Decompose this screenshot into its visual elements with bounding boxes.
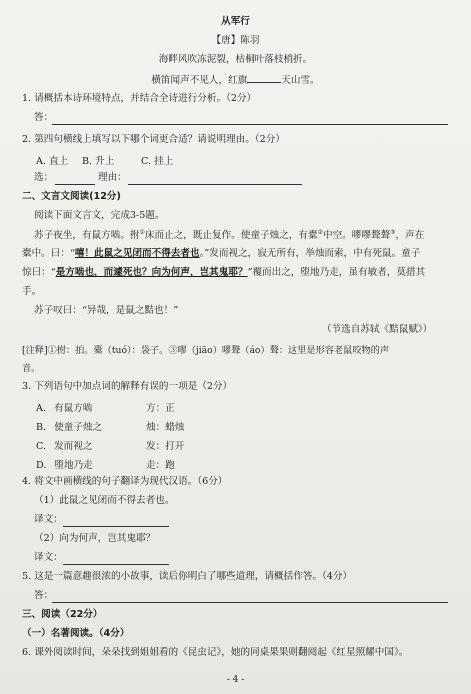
passage-line-3 [22,267,425,279]
question-3-option-c[interactable] [36,438,92,452]
question-3-gloss-a: 方：正 [146,403,175,414]
passage-note-2: 音。 [22,363,41,374]
passage-note-1: [注释]①拊：拍。橐（tuó）：袋子。③嘐（jiāo）嘐聱（áo）聱：这里是形容老鼠咬物的声 [22,345,390,356]
question-2: 2. 第四句横线上填写以下哪个词更合适？请说明理由。（2分） [22,134,285,145]
poem-author: 【唐】陈羽 [211,35,260,46]
question-2-option-b[interactable]: B. 升上 [82,156,115,167]
passage-text: 橐中。曰：“ [22,248,75,259]
question-1-answer-line[interactable] [52,124,448,125]
question-3-option-d[interactable] [36,457,93,471]
question-2-reason-label: 理由： [98,172,127,183]
passage-text: 床而止之，既止复作。使童子烛之，有橐 [144,230,318,242]
question-5-answer-label: 答： [34,590,54,601]
passage-text: 。”发而视之，寂无所有，举烛而索，中有死鼠。童子 [199,248,421,259]
passage-text: 中空。嘐嘐聱聱 [323,230,391,242]
question-4-translation-2-label: 译文： [34,552,63,563]
question-3-gloss-d: 走：跑 [146,460,175,471]
passage-text: 苏子夜坐，有鼠方啮。拊 [34,230,140,242]
passage-line-2 [22,248,420,260]
passage-line-1: 苏子夜坐，有鼠方啮。拊①床而止之，既止复作。使童子烛之，有橐②中空。嘐嘐聱聱③，声在 [34,229,425,242]
option-letter: C. [36,441,47,452]
poem-line-2-b: 天山雪。 [281,75,320,86]
passage-line-4: 手。 [22,286,42,297]
question-3-gloss-c: 发：打开 [146,441,185,452]
question-1-answer-label: 答： [34,112,54,123]
poem-line-2-a: 横笛闻声不见人，红旗 [151,75,248,86]
question-4-sentence-2: （2）向为何声，岂其鬼耶？ [34,533,156,544]
option-letter: D. [36,460,47,471]
question-3-option-a[interactable] [36,400,92,414]
passage-text: 惊曰：“ [22,267,56,278]
poem-fill-blank[interactable] [247,73,281,83]
section-2-intro: 阅读下面文言文，完成3-5题。 [34,210,165,221]
poem-line-2 [0,73,471,87]
poem-title: 从军行 [221,16,250,27]
question-2-option-a[interactable]: A. 直上 [36,156,69,167]
question-2-reason-line[interactable] [128,184,302,185]
option-phrase: 有鼠方啮 [53,403,93,414]
question-2-select-label: 选： [34,172,54,183]
passage-text: ”覆而出之，堕地乃走，虽有敏者，莫措其 [247,267,426,278]
question-4-translation-2-line[interactable] [63,564,169,565]
underlined-sentence-1: 嘻！此鼠之见闭而不得去者也 [74,248,200,259]
underlined-sentence-2: 是方啮也，而遽死也？向为何声，岂其鬼耶？ [55,267,248,278]
option-phrase: 发而视之 [54,441,93,452]
option-letter: A. [36,403,46,414]
question-5: 5. 这是一篇意趣很浓的小故事，读后你明白了哪些道理，请概括作答。（4分） [22,571,353,582]
option-letter: B. [36,422,47,433]
question-3: 3. 下列语句中加点词的解释有误的一项是（2分） [22,381,233,392]
section-3-subheading: （一）名著阅读。（4分） [22,628,130,639]
passage-text: ，声在 [395,230,425,242]
option-phrase: 使童子烛之 [54,422,103,433]
passage-source: （节选自苏轼《黠鼠赋》） [322,324,433,335]
question-1: 1. 请概括本诗环境特点，并结合全诗进行分析。（2分） [22,93,257,104]
option-phrase: 堕地乃走 [54,460,93,471]
question-4: 4. 将文中画横线的句子翻译为现代汉语。（6分） [22,476,228,487]
question-4-translation-1-line[interactable] [63,526,169,527]
question-3-gloss-b: 烛：蜡烛 [146,422,185,433]
poem-line-1: 海畔风吹冻泥裂，枯桐叶落枝梢折。 [158,54,313,65]
question-2-option-c[interactable]: C. 挂上 [141,156,174,167]
section-3-heading: 三、阅读（22分） [22,609,103,620]
page-number: - 4 - [226,675,245,685]
question-4-sentence-1: （1）此鼠之见闭而不得去者也。 [34,495,175,506]
question-5-answer-line[interactable] [52,602,448,603]
question-4-translation-1-label: 译文： [34,514,63,525]
section-2-heading: 二、文言文阅读(12分) [22,191,121,202]
question-3-option-b[interactable] [36,419,102,433]
question-2-select-line[interactable] [55,184,95,185]
passage-line-5: 苏子叹曰：“异哉，是鼠之黠也！” [34,305,179,316]
question-6: 6. 课外阅读时间，朵朵找到姐姐看的《昆虫记》，她的同桌果果则翻阅起《红星照耀中国》。 [22,647,409,658]
